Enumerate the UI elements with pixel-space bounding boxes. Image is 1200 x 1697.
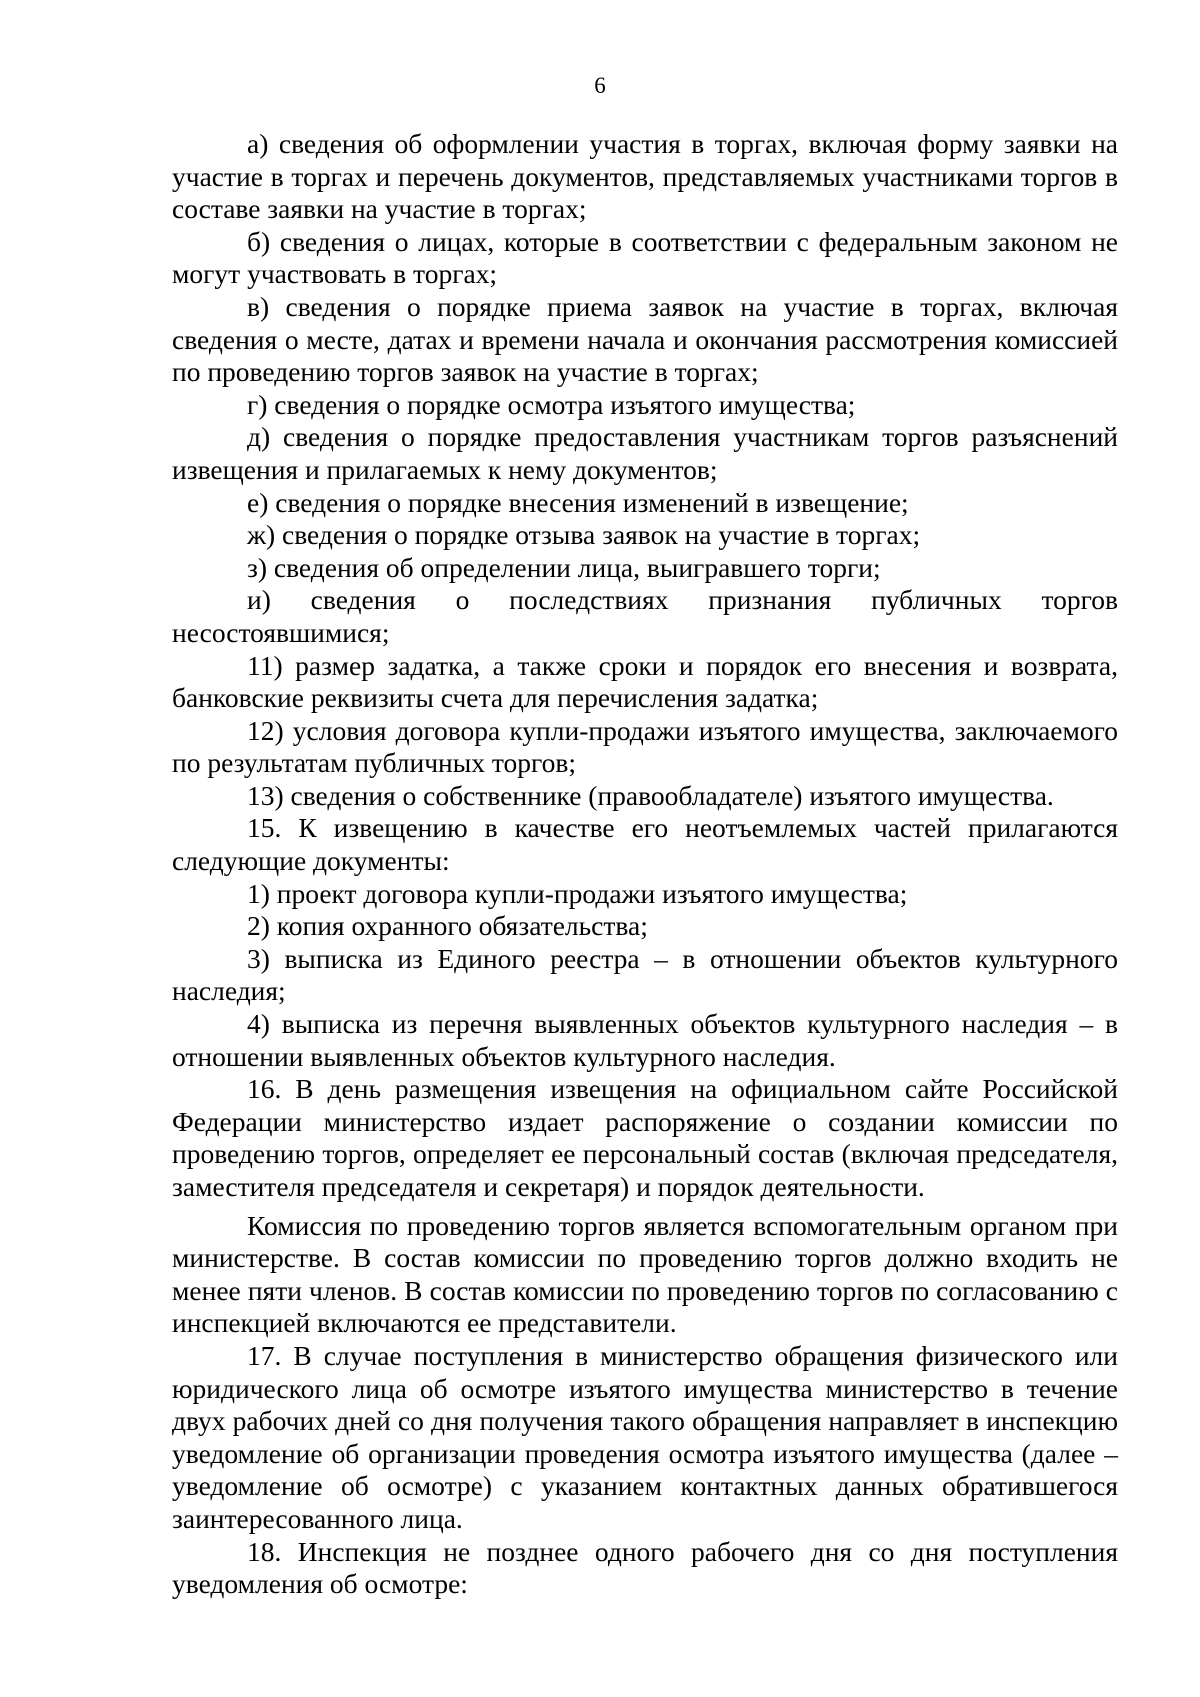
- paragraph-18: 18. Инспекция не позднее одного рабочего дня со дня поступления уведомления об осмотре:: [172, 1535, 1118, 1600]
- paragraph-12: 12) условия договора купли-продажи изъятого имущества, заключаемого по результатам публичных торгов;: [172, 714, 1118, 779]
- paragraph-v: в) сведения о порядке приема заявок на участие в торгах, включая сведения о месте, датах и времени начала и окончания рассмотрения комиссией по проведению торгов заявок на участие в торгах;: [172, 290, 1118, 388]
- paragraph-e: е) сведения о порядке внесения изменений в извещение;: [247, 486, 909, 518]
- document-body: [172, 128, 1118, 1601]
- paragraph-zh: ж) сведения о порядке отзыва заявок на участие в торгах;: [247, 519, 921, 551]
- paragraph-16: 16. В день размещения извещения на официальном сайте Российской Федерации министерство издает распоряжение о создании комиссии по проведению торгов, определяет ее персональный состав (включая председателя, заместителя председателя и секретаря) и порядок деятельности.: [172, 1073, 1118, 1202]
- paragraph-15-2: 2) копия охранного обязательства;: [247, 910, 648, 942]
- paragraph-17: 17. В случае поступления в министерство обращения физического или юридического лица об осмотре изъятого имущества министерство в течение двух рабочих дней со дня получения такого обращения направляет в инспекцию уведомление об организации проведения осмотра изъятого имущества (далее – уведомление об осмотре) с указанием контактных данных обратившегося заинтересованного лица.: [172, 1339, 1118, 1534]
- paragraph-11: 11) размер задатка, а также сроки и порядок его внесения и возврата, банковские реквизиты счета для перечисления задатка;: [172, 649, 1118, 714]
- paragraph-15-4: 4) выписка из перечня выявленных объектов культурного наследия – в отношении выявленных объектов культурного наследия.: [172, 1008, 1118, 1072]
- page-number: 6: [594, 73, 606, 98]
- paragraph-a: а) сведения об оформлении участия в торгах, включая форму заявки на участие в торгах и перечень документов, представляемых участниками торгов в составе заявки на участие в торгах;: [172, 128, 1118, 225]
- paragraph-13: 13) сведения о собственнике (правообладателе) изъятого имущества.: [247, 779, 1054, 811]
- paragraph-15: 15. К извещению в качестве его неотъемлемых частей прилагаются следующие документы:: [172, 812, 1118, 877]
- paragraph-z: з) сведения об определении лица, выигравшего торги;: [247, 551, 881, 583]
- paragraph-i: и) сведения о последствиях признания публичных торгов несостоявшимися;: [172, 584, 1118, 648]
- paragraph-g: г) сведения о порядке осмотра изъятого имущества;: [247, 388, 856, 420]
- paragraph-commission: Комиссия по проведению торгов является вспомогательным органом при министерстве. В состав комиссии по проведению торгов должно входить не менее пяти членов. В состав комиссии по проведению торгов по согласованию с инспекцией включаются ее представители.: [172, 1209, 1118, 1339]
- paragraph-b: б) сведения о лицах, которые в соответствии с федеральным законом не могут участвовать в торгах;: [172, 225, 1118, 290]
- paragraph-15-3: 3) выписка из Единого реестра – в отношении объектов культурного наследия;: [172, 942, 1118, 1007]
- paragraph-15-1: 1) проект договора купли-продажи изъятого имущества;: [247, 877, 908, 909]
- paragraph-d: д) сведения о порядке предоставления участникам торгов разъяснений извещения и прилагаемых к нему документов;: [172, 421, 1118, 485]
